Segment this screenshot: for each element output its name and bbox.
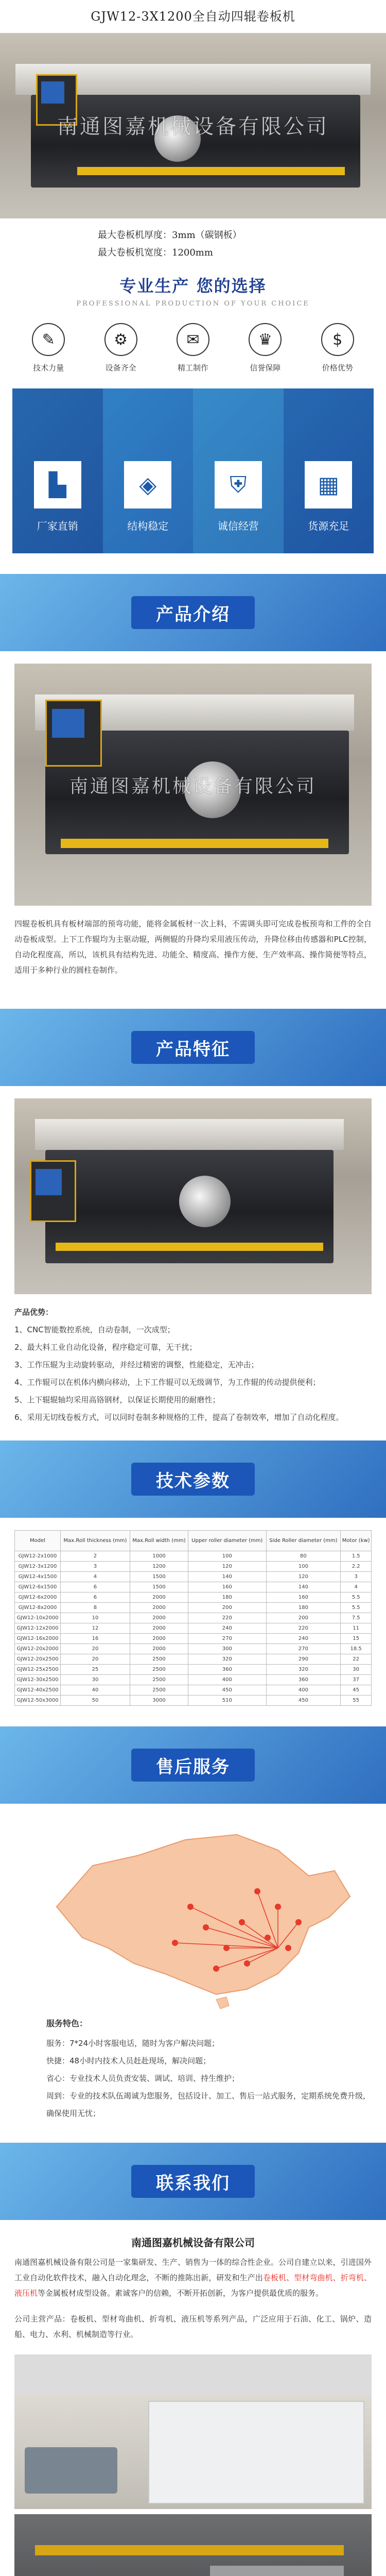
table-cell: 6 <box>61 1592 130 1603</box>
service-stable: ◈ 结构稳定 <box>103 388 194 553</box>
machine-rail <box>77 167 345 175</box>
table-cell: 270 <box>266 1644 341 1654</box>
table-cell: 2000 <box>130 1634 188 1644</box>
table-cell: 290 <box>266 1654 341 1665</box>
table-cell: 220 <box>188 1613 266 1623</box>
table-cell: 360 <box>188 1665 266 1675</box>
table-cell: 2500 <box>130 1685 188 1696</box>
table-cell: GJW12-16x2000 <box>15 1634 61 1644</box>
trophy-icon: ♛ <box>249 323 282 356</box>
table-cell: 10 <box>61 1613 130 1623</box>
factory-icon: ▙ <box>34 461 81 509</box>
table-cell: 270 <box>188 1634 266 1644</box>
table-cell: 11 <box>341 1623 372 1634</box>
table-cell: 5.5 <box>341 1592 372 1603</box>
product-highlight: 卷板机、型材弯曲机、折弯机、液压机 <box>14 2273 372 2298</box>
table-cell: 100 <box>188 1551 266 1562</box>
table-cell: 7.5 <box>341 1613 372 1623</box>
table-cell: 3 <box>61 1562 130 1572</box>
table-cell: 30 <box>61 1675 130 1685</box>
table-cell: 2500 <box>130 1675 188 1685</box>
table-cell: 6 <box>61 1582 130 1592</box>
features-banner-label: 产品特征 <box>131 1031 255 1064</box>
table-cell: 400 <box>266 1685 341 1696</box>
aftersales-banner-label: 售后服务 <box>131 1749 255 1782</box>
page-title: GJW12-3X1200全自动四辊卷板机 <box>91 9 295 24</box>
table-cell: 2000 <box>130 1603 188 1613</box>
table-cell: 360 <box>266 1675 341 1685</box>
table-cell: 1200 <box>130 1562 188 1572</box>
table-row <box>15 1551 372 1562</box>
company-name: 南通图嘉机械设备有限公司 <box>131 2236 255 2249</box>
chat-icon: ✉ <box>177 323 209 356</box>
table-cell: 2 <box>61 1551 130 1562</box>
table-cell: 12 <box>61 1623 130 1634</box>
spec-table <box>14 1530 372 1706</box>
table-cell: GJW12-12x2000 <box>15 1623 61 1634</box>
slogan-cn: 专业生产 您的选择 <box>119 276 267 296</box>
table-cell: 180 <box>188 1592 266 1603</box>
table-row <box>15 1603 372 1613</box>
service-text <box>0 2015 386 2122</box>
hero-watermark: 南通图嘉机械设备有限公司 <box>57 115 329 139</box>
feature-tech: ✎ 技术力量 <box>23 323 74 373</box>
table-cell: 2500 <box>130 1665 188 1675</box>
spec-table-body <box>15 1551 372 1706</box>
intro-machine-photo <box>14 664 372 906</box>
table-cell: GJW12-10x2000 <box>15 1613 61 1623</box>
table-cell: 2.2 <box>341 1562 372 1572</box>
box-icon: ▦ <box>305 461 352 509</box>
table-cell: GJW12-3x1200 <box>15 1562 61 1572</box>
service-direct: ▙ 厂家直销 <box>12 388 103 553</box>
table-row <box>15 1696 372 1706</box>
aftersales-banner <box>0 1726 386 1804</box>
table-cell: 20 <box>61 1644 130 1654</box>
table-cell: 320 <box>188 1654 266 1665</box>
tech-banner-label: 技术参数 <box>131 1463 255 1496</box>
table-row <box>15 1634 372 1644</box>
table-cell: 140 <box>266 1582 341 1592</box>
table-row <box>15 1685 372 1696</box>
table-cell: 320 <box>266 1665 341 1675</box>
feature-price: $ 价格优势 <box>312 323 363 373</box>
table-row <box>15 1654 372 1665</box>
table-row <box>15 1562 372 1572</box>
table-cell: 160 <box>188 1582 266 1592</box>
table-cell: GJW12-6x2000 <box>15 1592 61 1603</box>
table-row <box>15 1675 372 1685</box>
table-cell: 4 <box>61 1572 130 1582</box>
table-cell: GJW12-40x2500 <box>15 1685 61 1696</box>
tech-banner <box>0 1440 386 1518</box>
service-item: 省心：专业技术人员负责安装、调试、培训、持生维护； <box>46 2074 240 2083</box>
table-header-row: Model Max.Roll thickness (mm) Max.Roll width (mm) Upper roller diameter (mm) Side Roller diameter (mm) Motor (kw) <box>15 1531 372 1551</box>
service-item: 快捷：48小时内技术人员赶赴现场，解决问题； <box>46 2056 211 2065</box>
table-cell: GJW12-20x2000 <box>15 1644 61 1654</box>
advantage-item: 2、最大料工业自动化设备，程序稳定可靠，无干扰； <box>14 1343 197 1352</box>
spec-lines <box>0 218 386 262</box>
factory-photo-2 <box>14 2514 372 2576</box>
intro-banner-label: 产品介绍 <box>131 596 255 629</box>
table-cell: GJW12-2x1000 <box>15 1551 61 1562</box>
hero-machine-photo <box>0 33 386 218</box>
table-row <box>15 1582 372 1592</box>
slogan-en: PROFESSIONAL PRODUCTION OF YOUR CHOICE <box>76 300 310 308</box>
slogan <box>0 273 386 308</box>
table-cell: 3 <box>341 1572 372 1582</box>
table-row <box>15 1572 372 1582</box>
service-honest: ⛨ 诚信经营 <box>193 388 284 553</box>
table-cell: GJW12-20x2500 <box>15 1654 61 1665</box>
table-cell: 240 <box>188 1623 266 1634</box>
service-item: 周到：专业的技术队伍竭诚为您服务，包括设计、加工、售后一站式服务，定期系统免费升级，确保使用无忧； <box>46 2091 371 2118</box>
gear-icon: ⚙ <box>104 323 137 356</box>
dollar-icon: $ <box>321 323 354 356</box>
table-cell: 1.5 <box>341 1551 372 1562</box>
table-cell: GJW12-30x2500 <box>15 1675 61 1685</box>
table-cell: 22 <box>341 1654 372 1665</box>
table-cell: 80 <box>266 1551 341 1562</box>
advantage-item: 5、上下辊辊轴均采用高铬钢材，以保证长期使用的耐磨性； <box>14 1395 220 1404</box>
table-cell: GJW12-50x3000 <box>15 1696 61 1706</box>
table-cell: 15 <box>341 1634 372 1644</box>
table-cell: 200 <box>188 1603 266 1613</box>
feature-icons-row <box>0 308 386 378</box>
table-cell: 55 <box>341 1696 372 1706</box>
factory-photo-1 <box>14 2354 372 2509</box>
table-row <box>15 1665 372 1675</box>
table-cell: 8 <box>61 1603 130 1613</box>
table-cell: 2000 <box>130 1613 188 1623</box>
intro-watermark: 南通图嘉机械设备有限公司 <box>69 776 317 797</box>
table-cell: 45 <box>341 1685 372 1696</box>
feature-craft: ✉ 精工制作 <box>167 323 219 373</box>
table-cell: 1000 <box>130 1551 188 1562</box>
china-map <box>21 1819 365 2015</box>
table-cell: 450 <box>188 1685 266 1696</box>
company-products: 公司主营产品：卷板机、型材弯曲机、折弯机、液压机等系列产品，广泛应用于石油、化工、锅炉、造船、电力、水利、机械制造等行业。 <box>14 2314 372 2339</box>
table-cell: 20 <box>61 1654 130 1665</box>
feature-credit: ♛ 信誉保障 <box>239 323 291 373</box>
china-map-graphic <box>21 1819 365 2015</box>
table-cell: 2000 <box>130 1644 188 1654</box>
table-row <box>15 1644 372 1654</box>
spec-thickness: 最大卷板机厚度：3mm（碳钢板） <box>98 230 242 241</box>
contact-banner <box>0 2143 386 2220</box>
advantage-item: 4、工作辊可以在机体内横向移动，上下工作辊可以无级调节，为工作辊的传动提供便利； <box>14 1378 321 1387</box>
table-cell: 180 <box>266 1603 341 1613</box>
table-row <box>15 1623 372 1634</box>
table-cell: GJW12-4x1500 <box>15 1572 61 1582</box>
table-cell: 200 <box>266 1613 341 1623</box>
table-cell: 2000 <box>130 1592 188 1603</box>
service-item: 服务：7*24小时客服电话，随时为客户解决问题； <box>46 2039 220 2048</box>
table-cell: 160 <box>266 1592 341 1603</box>
table-cell: 300 <box>188 1644 266 1654</box>
table-row <box>15 1592 372 1603</box>
table-cell: GJW12-25x2500 <box>15 1665 61 1675</box>
service-bands <box>12 388 374 553</box>
table-cell: 30 <box>341 1665 372 1675</box>
table-cell: 1500 <box>130 1582 188 1592</box>
table-cell: 120 <box>188 1562 266 1572</box>
advantages-title: 产品优势： <box>14 1308 54 1317</box>
table-cell: 40 <box>61 1685 130 1696</box>
table-cell: 140 <box>188 1572 266 1582</box>
advantage-item: 3、工作压辊为主动旋转驱动，并经过精密的调整，性能稳定，无冲击； <box>14 1360 259 1369</box>
table-cell: 25 <box>61 1665 130 1675</box>
spec-width: 最大卷板机宽度：1200mm <box>98 247 213 258</box>
tool-icon: ✎ <box>32 323 65 356</box>
table-cell: 510 <box>188 1696 266 1706</box>
table-cell: 16 <box>61 1634 130 1644</box>
table-cell: 50 <box>61 1696 130 1706</box>
advantage-item: 1、CNC智能数控系统，自动卷制，一次成型； <box>14 1325 175 1334</box>
advantages-list <box>0 1294 386 1435</box>
table-cell: 5.5 <box>341 1603 372 1613</box>
table-cell: 3000 <box>130 1696 188 1706</box>
service-head: 服务特色： <box>46 2019 88 2028</box>
table-cell: 18.5 <box>341 1644 372 1654</box>
table-cell: 37 <box>341 1675 372 1685</box>
table-cell: 2500 <box>130 1654 188 1665</box>
feature-equipment: ⚙ 设备齐全 <box>95 323 147 373</box>
table-cell: 120 <box>266 1572 341 1582</box>
company-intro: 南通图嘉机械设备有限公司是一家集研发、生产、销售为一体的综合性企业。公司自建立以来，引进国外工业自动化软件技术，融入自动化理念，不断的推陈出新，研发和生产出卷板机、型材弯曲机、折弯机、液压机等金属板材成型设备。素诚客户的信赖，不断开拓创新，为客户提供最优质的服务。 <box>14 2258 372 2298</box>
table-cell: 220 <box>266 1623 341 1634</box>
intro-text: 四辊卷板机具有板材端部的预弯功能，能将金属板材一次上料，不需调头即可完成卷板预弯和工件的全自动卷板成型。上下工作辊均为主驱动辊，两侧辊的升降均采用液压传动，升降位移由传感器和PLC控制，自动化程度高，所以，该机具有结构先进、功能全、精度高、操作方便、生产效率高、操作简便等特点，适用于多种行业的圆柱卷制作。 <box>14 919 372 975</box>
table-cell: 1500 <box>130 1572 188 1582</box>
table-row <box>15 1613 372 1623</box>
shield-icon: ⛨ <box>215 461 262 509</box>
table-cell: 2000 <box>130 1623 188 1634</box>
table-cell: GJW12-6x1500 <box>15 1582 61 1592</box>
contact-banner-label: 联系我们 <box>131 2165 255 2198</box>
table-cell: 4 <box>341 1582 372 1592</box>
features-machine-photo <box>14 1098 372 1294</box>
intro-banner <box>0 574 386 651</box>
service-supply: ▦ 货源充足 <box>284 388 374 553</box>
features-banner <box>0 1009 386 1086</box>
table-cell: 240 <box>266 1634 341 1644</box>
cube-icon: ◈ <box>124 461 171 509</box>
table-cell: 450 <box>266 1696 341 1706</box>
table-cell: 100 <box>266 1562 341 1572</box>
table-cell: 400 <box>188 1675 266 1685</box>
advantage-item: 6、采用无切线卷板方式，可以同时卷制多种规格的工件，提高了卷制效率，增加了自动化程度。 <box>14 1413 344 1422</box>
table-cell: GJW12-8x2000 <box>15 1603 61 1613</box>
